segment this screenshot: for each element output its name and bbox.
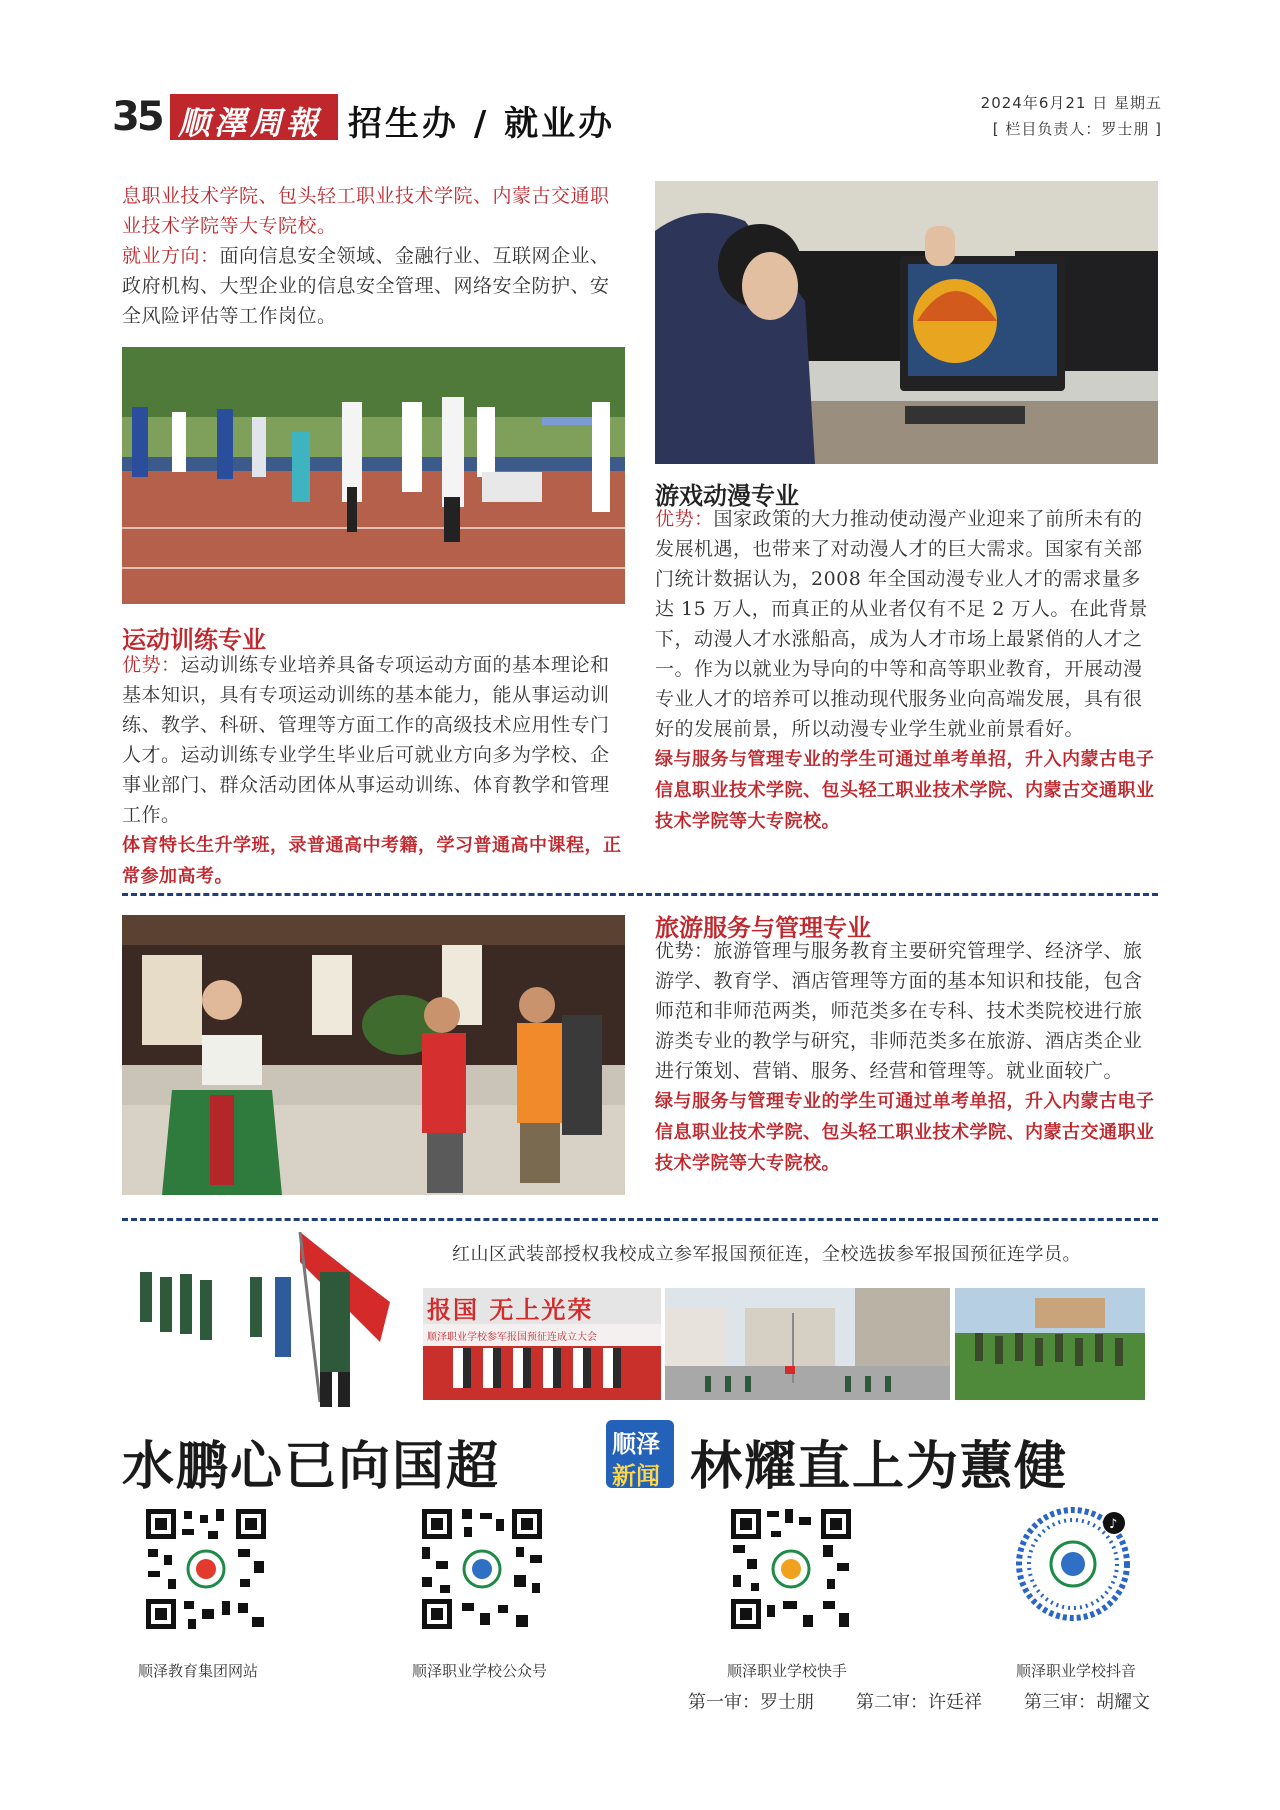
- sports-advantage-label: 优势：: [122, 654, 181, 676]
- honor-guard-photo: [130, 1232, 410, 1412]
- tourism-highlight: 绿与服务与管理专业的学生可通过单考单招，升入内蒙古电子信息职业技术学院、包头轻工职业技术学院、内蒙古交通职业技术学院等大专院校。: [655, 1091, 1155, 1174]
- sports-body: [122, 650, 622, 892]
- honor-guard-illustration: [130, 1232, 410, 1412]
- masthead-text: 顺澤周報: [178, 104, 323, 142]
- sports-advantage-text: 运动训练专业培养具备专项运动方面的基本理论和基本知识，具有专项运动训练的基本能力，能从事运动训练、教学、科研、管理等方面工作的高级技术应用性专门人才。运动训练专业学生毕业后可就业方向多为学校、企事业部门、群众活动团体从事运动训练、体育教学和管理工作。: [122, 654, 610, 826]
- employment-label: 就业方向：: [122, 245, 220, 267]
- sports-photo-illustration: [122, 347, 625, 604]
- animation-body: [655, 504, 1155, 837]
- shunze-news-badge: [606, 1420, 674, 1488]
- tourism-photo-illustration: [122, 915, 625, 1195]
- review-first: 第一审：罗士朋: [688, 1692, 814, 1713]
- animation-photo-illustration: [655, 181, 1158, 464]
- military-banner-photo: [423, 1288, 661, 1400]
- animation-highlight: 绿与服务与管理专业的学生可通过单考单招，升入内蒙古电子信息职业技术学院、包头轻工职业技术学院、内蒙古交通职业技术学院等大专院校。: [655, 749, 1155, 832]
- tourism-title: 旅游服务与管理专业: [655, 914, 871, 942]
- column-editor: [ 栏目负责人：罗士朋 ]: [992, 120, 1162, 138]
- review-third: 第三审：胡耀文: [1024, 1692, 1150, 1713]
- qr-label-douyin: 顺泽职业学校抖音: [1016, 1662, 1137, 1680]
- animation-advantage-text: 国家政策的大力推动使动漫产业迎来了前所未有的发展机遇，也带来了对动漫人才的巨大需求。国家有关部门统计数据认为，2008 年全国动漫专业人才的需求量多达 15 万人，而真正的从业者仅有不足 2 万人。在此背景下，动漫人才水涨船高，成为人才市场上最紧俏的人才之一。作为以就业为导向的中等和高等职业教育，开展动漫专业人才的培养可以推动现代服务业向高端发展，具有很好的发展前景，所以动漫专业学生就业前景看好。: [655, 508, 1148, 740]
- slogan-left: 水鹏心已向国超: [122, 1437, 501, 1497]
- training-illustration: [955, 1288, 1145, 1400]
- left-top-text: [122, 181, 622, 331]
- flag-raising-photo: [665, 1288, 950, 1400]
- tourism-photo: [122, 915, 625, 1195]
- qr-code-douyin[interactable]: [1014, 1505, 1132, 1623]
- svg-text:♪: ♪: [1109, 1517, 1118, 1532]
- military-caption: 红山区武装部授权我校成立参军报国预征连，全校选拔参军报国预征连学员。: [452, 1244, 1081, 1265]
- flag-raising-illustration: [665, 1288, 950, 1400]
- employment-text: 面向信息安全领域、金融行业、互联网企业、政府机构、大型企业的信息安全管理、网络安全防护、安全风险评估等工作岗位。: [122, 245, 610, 327]
- qr-label-wechat: 顺泽职业学校公众号: [412, 1662, 548, 1680]
- tourism-body: [655, 936, 1155, 1179]
- qr-code-icon: [142, 1505, 270, 1633]
- animation-title: 游戏动漫专业: [655, 482, 799, 510]
- section-divider: [122, 1218, 1158, 1221]
- issue-date: 2024年6月21 日 星期五: [980, 94, 1162, 112]
- review-second: 第二审：许廷祥: [856, 1692, 982, 1713]
- qr-code-wechat[interactable]: [418, 1505, 546, 1633]
- page-header: [112, 92, 1162, 152]
- qr-code-kuaishou[interactable]: [727, 1505, 855, 1633]
- qr-code-website[interactable]: [142, 1505, 270, 1633]
- qr-code-icon: [727, 1505, 855, 1633]
- banner-subtitle: 顺泽职业学校参军报国预征连成立大会: [427, 1332, 597, 1343]
- banner-people: [453, 1348, 623, 1388]
- badge-top-text: 顺泽: [612, 1430, 660, 1458]
- slogan-right: 林耀直上为蕙健: [690, 1437, 1069, 1497]
- banner-headline: 报国 无上光荣: [427, 1296, 594, 1324]
- section-divider: [122, 893, 1158, 896]
- page-number: 35: [112, 94, 162, 140]
- qr-code-icon: [418, 1505, 546, 1633]
- qr-label-kuaishou: 顺泽职业学校快手: [727, 1662, 848, 1680]
- qr-label-website: 顺泽教育集团网站: [138, 1662, 259, 1680]
- tourism-advantage-text: 优势：旅游管理与服务教育主要研究管理学、经济学、旅游学、教育学、酒店管理等方面的基本知识和技能，包含师范和非师范两类，师范类多在专科、技术类院校进行旅游类专业的教学与研究，非师范类多在旅游、酒店类企业进行策划、营销、服务、经营和管理等。就业面较广。: [655, 940, 1143, 1082]
- training-photo: [955, 1288, 1145, 1400]
- badge-bottom-text: 新闻: [612, 1462, 660, 1490]
- animation-advantage-label: 优势：: [655, 508, 714, 530]
- continued-line: 息职业技术学院、包头轻工职业技术学院、内蒙古交通职业技术学院等大专院校。: [122, 185, 610, 237]
- animation-photo: [655, 181, 1158, 464]
- section-title: 招生办 / 就业办: [348, 104, 616, 144]
- masthead-logo: [170, 94, 338, 140]
- sports-photo: [122, 347, 625, 604]
- sports-highlight: 体育特长生升学班，录普通高中考籍，学习普通高中课程，正常参加高考。: [122, 835, 622, 887]
- slogan-band: [122, 1416, 1158, 1497]
- douyin-qr-icon: [1014, 1505, 1132, 1623]
- sports-title: 运动训练专业: [122, 626, 266, 654]
